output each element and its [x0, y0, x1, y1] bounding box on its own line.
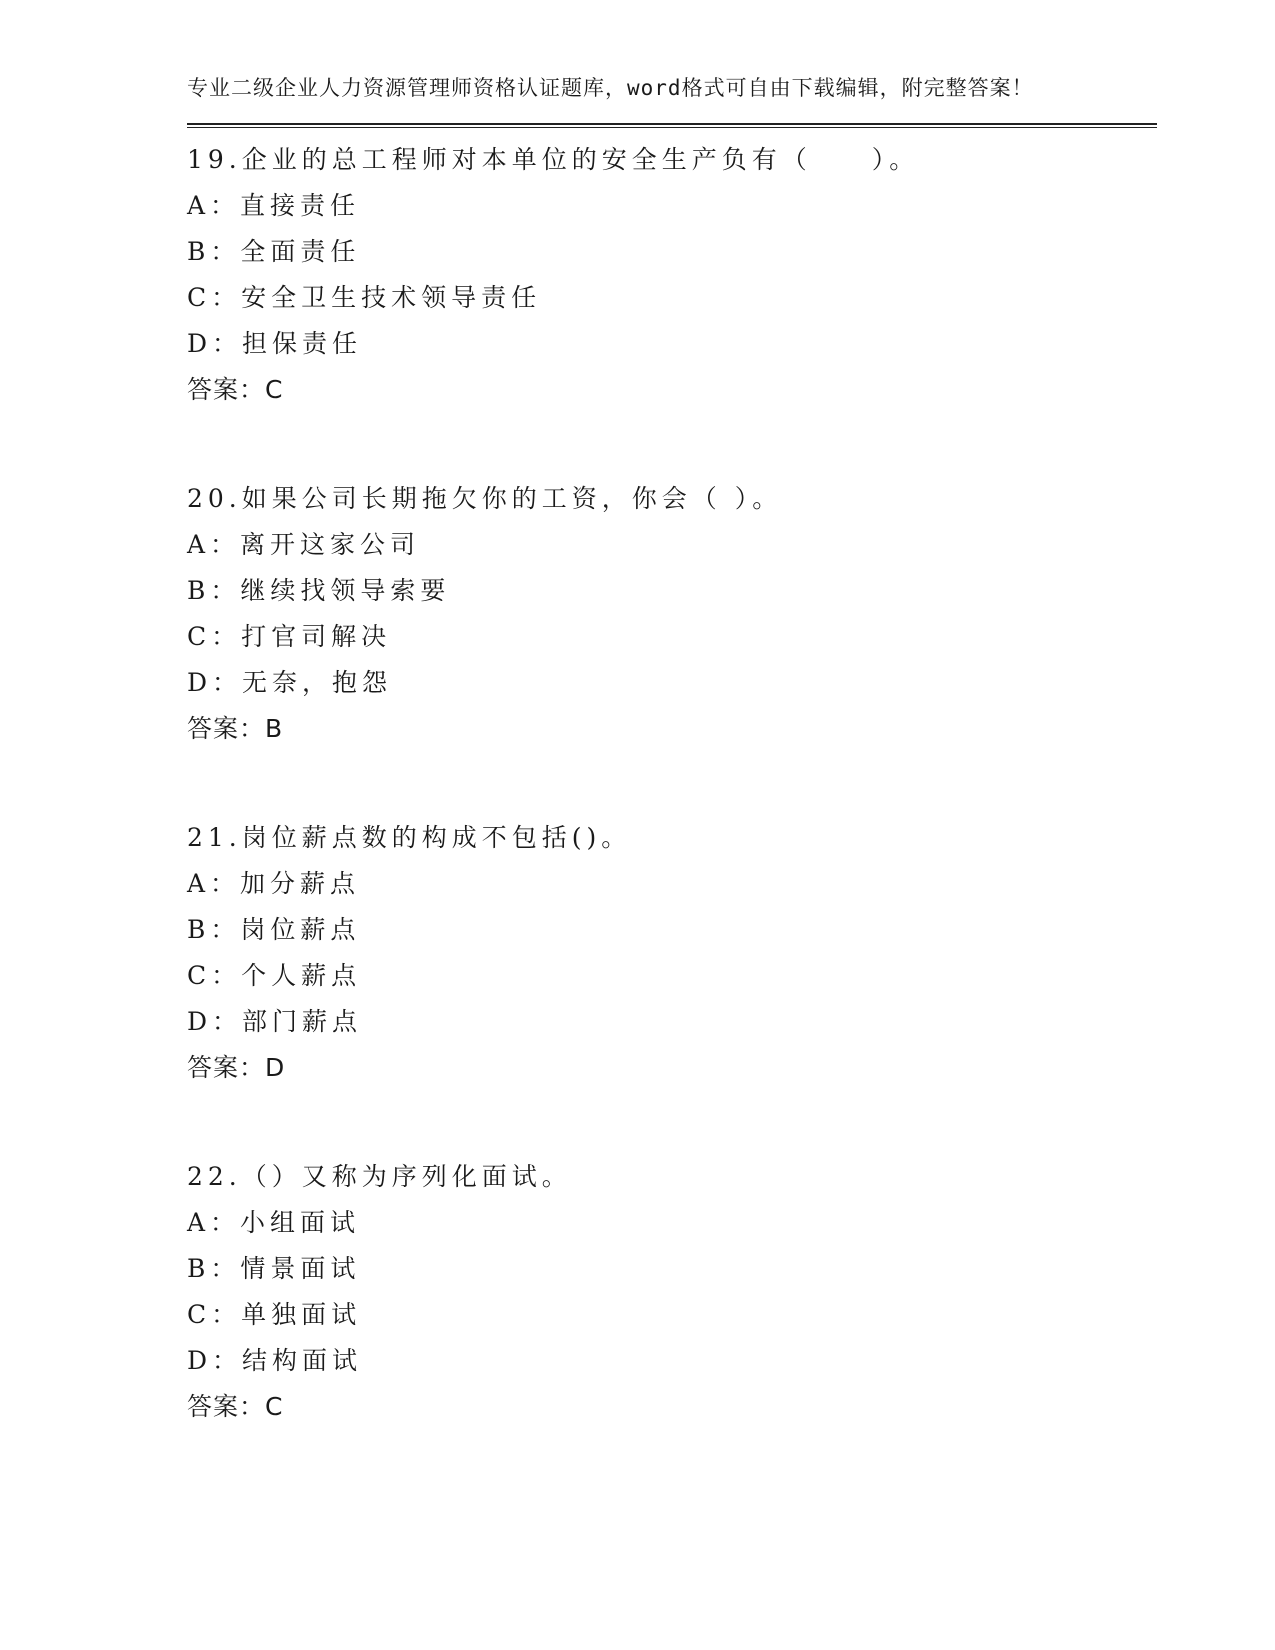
option-d: D：无奈，抱怨 — [187, 668, 393, 697]
option-d: D：部门薪点 — [187, 1007, 363, 1036]
option-b: B：岗位薪点 — [187, 915, 361, 944]
document-header: 专业二级企业人力资源管理师资格认证题库，word格式可自由下载编辑，附完整答案！ — [187, 76, 1034, 100]
question-stem: 21.岗位薪点数的构成不包括()。 — [187, 823, 632, 852]
option-c: C：单独面试 — [187, 1300, 362, 1329]
option-b: B：全面责任 — [187, 237, 361, 266]
document-page — [187, 72, 1157, 1430]
answer-label: 答案：B — [187, 714, 284, 743]
question-stem: 19.企业的总工程师对本单位的安全生产负有（ ）。 — [187, 145, 920, 174]
header-divider — [187, 123, 1157, 128]
option-d: D：结构面试 — [187, 1346, 363, 1375]
question-20 — [187, 476, 1157, 752]
option-c: C：个人薪点 — [187, 961, 362, 990]
question-19 — [187, 137, 1157, 413]
option-b: B：继续找领导索要 — [187, 576, 451, 605]
answer-label: 答案：C — [187, 375, 284, 404]
option-a: A：小组面试 — [187, 1208, 361, 1237]
question-stem: 22.（）又称为序列化面试。 — [187, 1162, 572, 1191]
option-d: D：担保责任 — [187, 329, 363, 358]
option-c: C：安全卫生技术领导责任 — [187, 283, 542, 312]
question-stem: 20.如果公司长期拖欠你的工资，你会（ ）。 — [187, 484, 783, 513]
question-22 — [187, 1154, 1157, 1430]
option-c: C：打官司解决 — [187, 622, 392, 651]
question-21 — [187, 815, 1157, 1091]
answer-label: 答案：D — [187, 1053, 286, 1082]
option-a: A：离开这家公司 — [187, 530, 421, 559]
option-b: B：情景面试 — [187, 1254, 361, 1283]
option-a: A：直接责任 — [187, 191, 361, 220]
answer-label: 答案：C — [187, 1392, 284, 1421]
option-a: A：加分薪点 — [187, 869, 361, 898]
